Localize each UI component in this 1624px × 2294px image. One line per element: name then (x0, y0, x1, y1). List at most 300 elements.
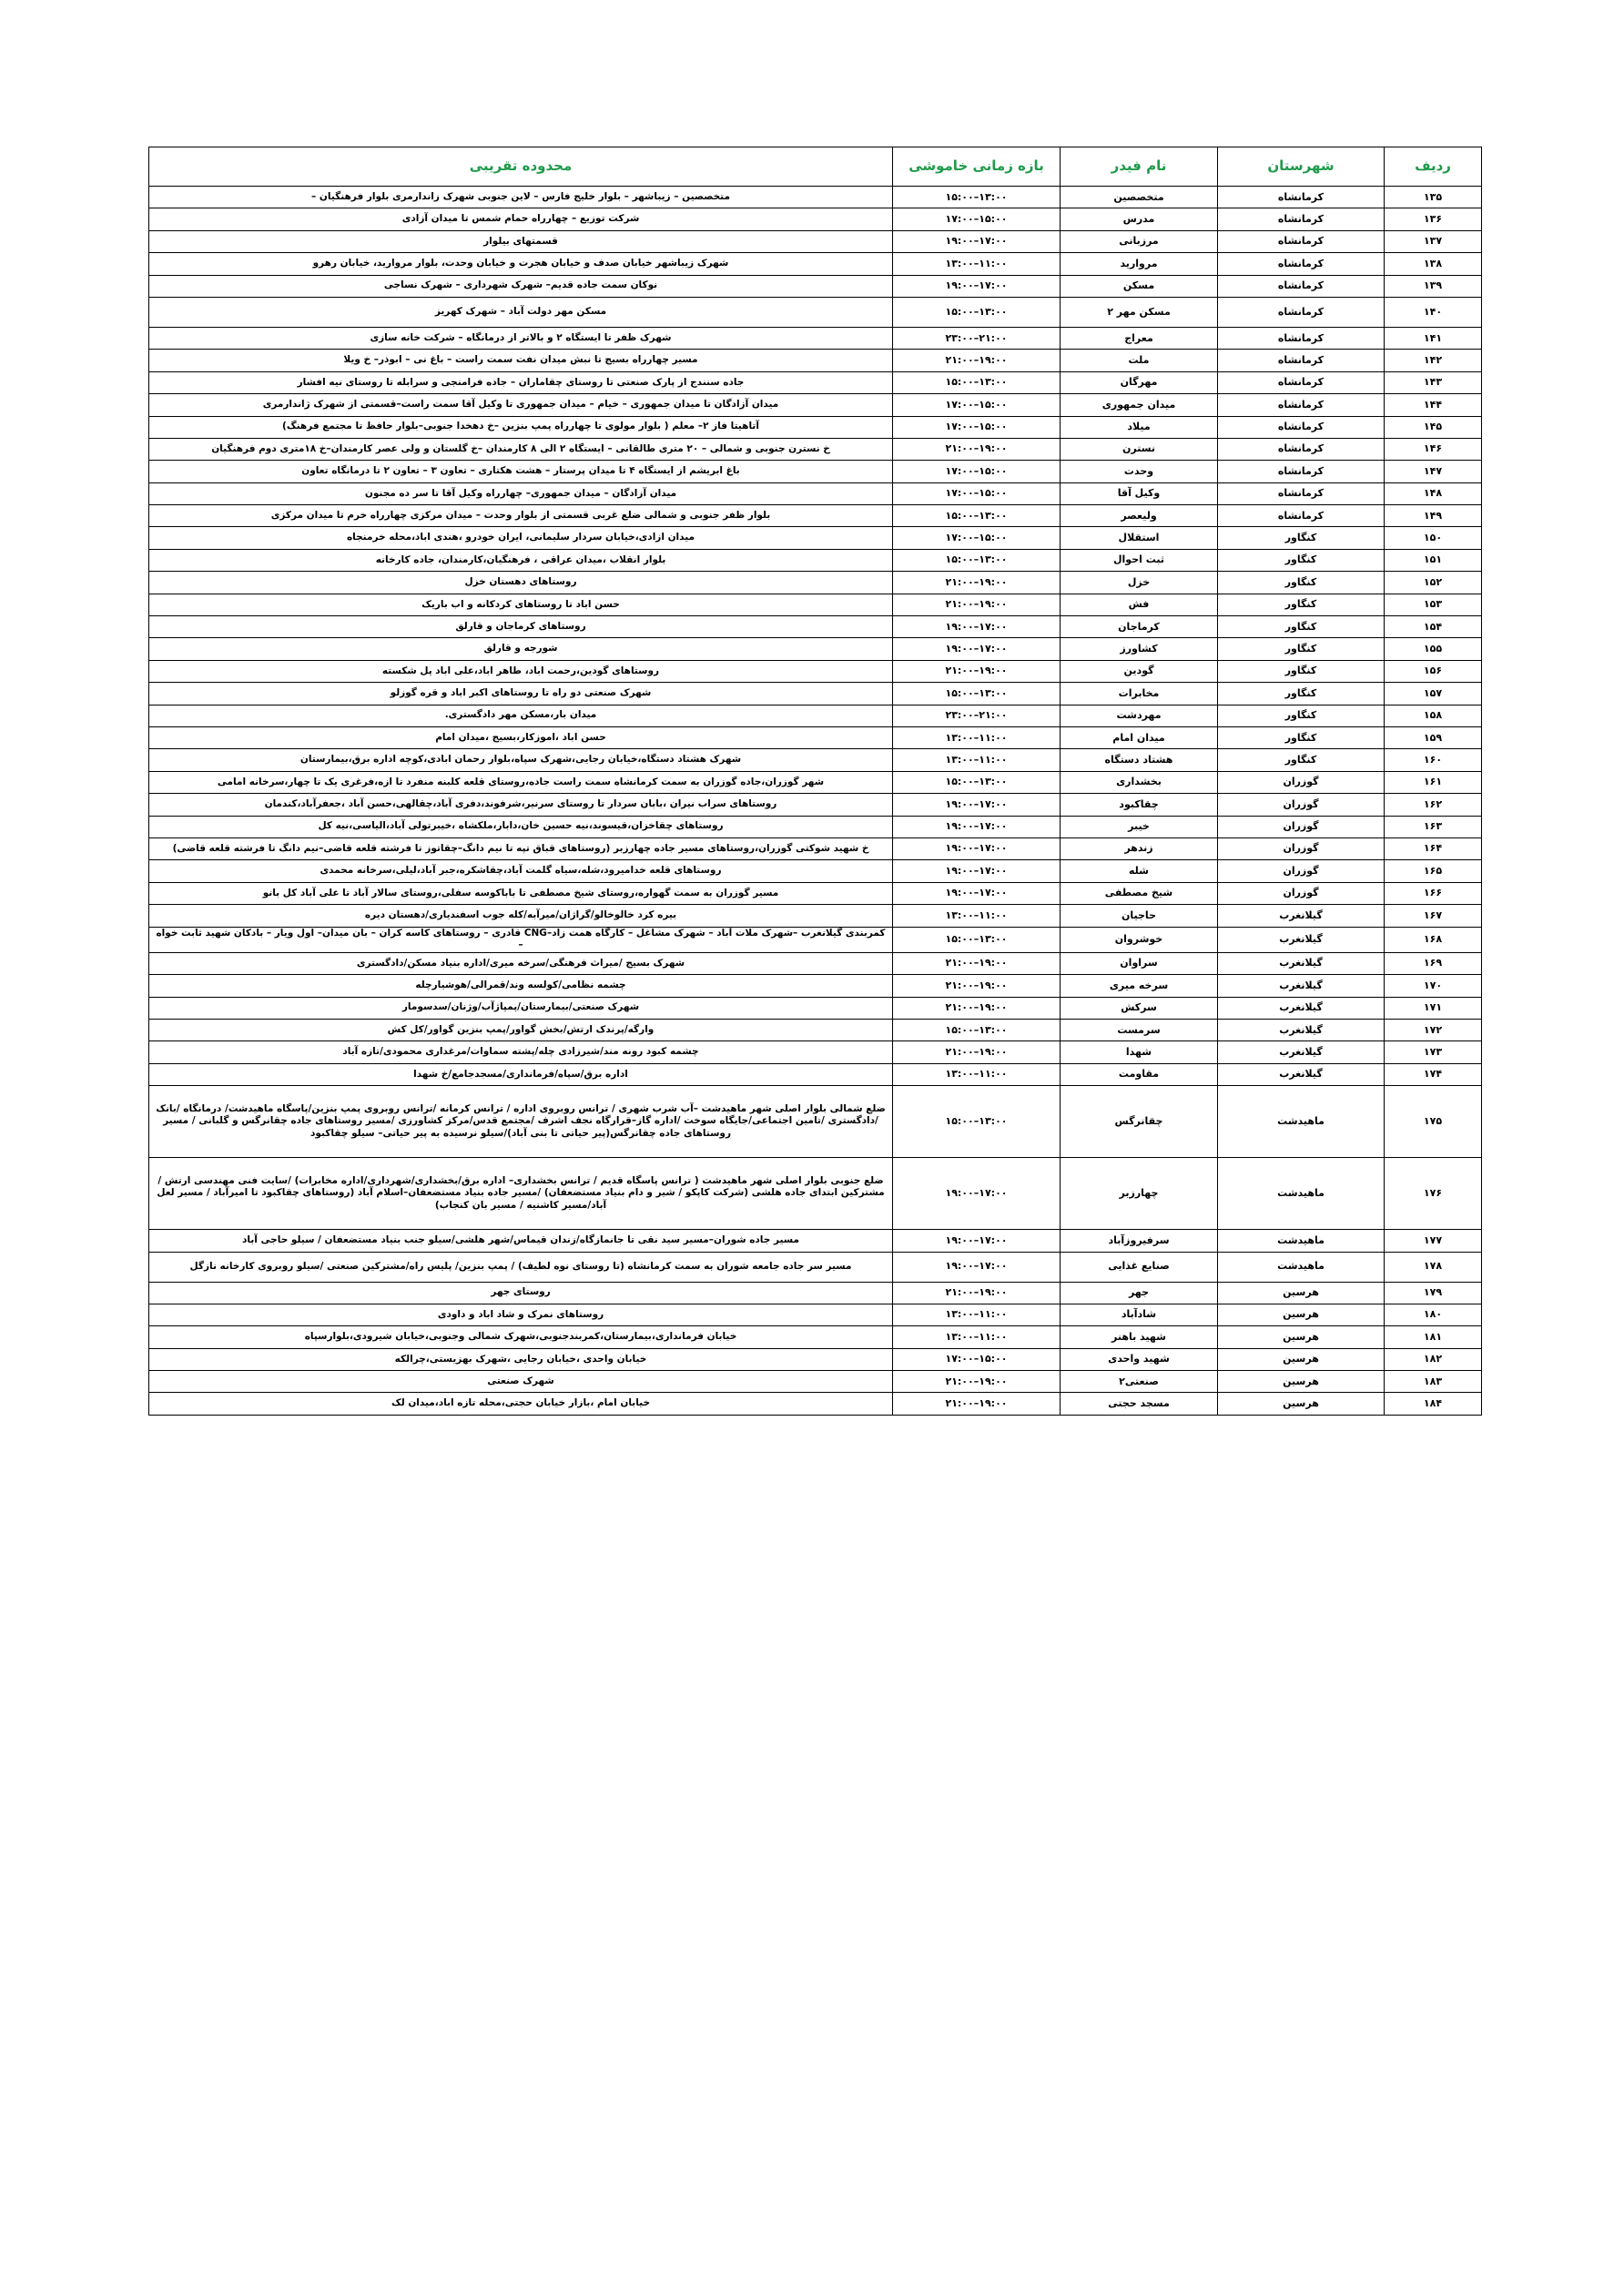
time-range-cell: ۱۷:۰۰–۱۹:۰۰ (893, 230, 1061, 252)
table-row (149, 461, 1482, 482)
area-cell: ضلع شمالی بلوار اصلی شهر ماهیدشت –آب شرب شهری / ترانس روبروی اداره / ترانس کرمانه /ترانس روبروی پمپ بنزین/پاسگاه ماهیدشت/ درمانگاه /بانک /دادگستری /تامین اجتماعی/جایگاه سوخت /اداره گاز–قرارگاه نجف اشرف /مجتمع قدس/مرکز کشاورزی /مسیر روستاهای جاده چقانرگس و گلبانی / مسیر روستاهای جاده چقانرگس(پیر حیاتی تا بنی آباد)/سیلو نرسیده به پیر حیاتی– سیلو چقاکبود (149, 1086, 893, 1158)
row-number-cell: ۱۷۲ (1385, 1019, 1482, 1040)
city-cell: کرمانشاه (1218, 327, 1385, 349)
time-range-cell: ۱۳:۰۰–۱۵:۰۰ (893, 1019, 1061, 1040)
row-number-cell: ۱۵۳ (1385, 594, 1482, 615)
table-row (149, 482, 1482, 504)
table-row (149, 1230, 1482, 1252)
row-number-cell: ۱۷۰ (1385, 975, 1482, 997)
row-number-cell: ۱۶۸ (1385, 927, 1482, 952)
area-cell: چشمه کبود رونه مند/شیرزادی چله/پشته سماوات/مرغداری محمودی/تازه آباد (149, 1041, 893, 1063)
table-row (149, 705, 1482, 726)
city-cell: گیلانغرب (1218, 905, 1385, 927)
row-number-cell: ۱۷۱ (1385, 997, 1482, 1019)
area-cell: چشمه نظامی/کولسه وند/قمرالی/هوشیارچله (149, 975, 893, 997)
area-cell: شهرک صنعتی/بیمارستان/پمپاژآب/وژنان/سدسومار (149, 997, 893, 1019)
area-cell: روستاهای قلعه خدامیرود،شله،سیاه گلمت آباد،چقاشکره،جبر آباد،لیلی،سرخانه محمدی (149, 860, 893, 882)
table-row (149, 952, 1482, 974)
table-row (149, 350, 1482, 371)
city-cell: گوزران (1218, 794, 1385, 816)
feeder-cell: شهید واحدی (1061, 1348, 1218, 1370)
time-range-cell: ۱۷:۰۰–۱۹:۰۰ (893, 794, 1061, 816)
row-number-cell: ۱۸۰ (1385, 1304, 1482, 1325)
feeder-cell: هشتاد دستگاه (1061, 749, 1218, 771)
time-range-cell: ۱۵:۰۰–۱۷:۰۰ (893, 527, 1061, 549)
time-range-cell: ۱۳:۰۰–۱۵:۰۰ (893, 505, 1061, 527)
area-cell: بلوار ظفر جنوبی و شمالی ضلع غربی قسمتی از بلوار وحدت – میدان مرکزی چهارراه خرم تا میدان مرکزی (149, 505, 893, 527)
table-row (149, 1371, 1482, 1393)
row-number-cell: ۱۵۱ (1385, 549, 1482, 571)
area-cell: ضلع جنوبی بلوار اصلی شهر ماهیدشت ( ترانس پاسگاه قدیم / ترانس بخشداری– اداره برق/بخشداری/شهرداری/اداره مخابرات) /سایت فنی مهندسی ارتش / مشترکین ابتدای جاده هلشی (شرکت کاپکو / شیر و دام بنیاد مستضعفان) /مسیر جاده بنیاد مستضعفان–اسلام آباد (روستاهای چقاکبود تا امیرآباد / مسیر لعل آباد/مسیر کاشنیه / مسیر بان کنجاب) (149, 1158, 893, 1230)
city-cell: ماهیدشت (1218, 1230, 1385, 1252)
area-cell: خیابان واحدی ،خیابان رجایی ،شهرک بهزیستی،چرالکه (149, 1348, 893, 1370)
table-row (149, 327, 1482, 349)
row-number-cell: ۱۴۹ (1385, 505, 1482, 527)
city-cell: کرمانشاه (1218, 297, 1385, 327)
city-cell: کرمانشاه (1218, 416, 1385, 438)
city-cell: کرمانشاه (1218, 505, 1385, 527)
feeder-cell: شهدا (1061, 1041, 1218, 1063)
row-number-cell: ۱۵۲ (1385, 572, 1482, 594)
table-row (149, 594, 1482, 615)
row-number-cell: ۱۷۸ (1385, 1252, 1482, 1282)
time-range-cell: ۱۷:۰۰–۱۹:۰۰ (893, 275, 1061, 297)
time-range-cell: ۱۵:۰۰–۱۷:۰۰ (893, 416, 1061, 438)
feeder-cell: مروارید (1061, 253, 1218, 275)
row-number-cell: ۱۶۹ (1385, 952, 1482, 974)
table-row (149, 837, 1482, 859)
city-cell: ماهیدشت (1218, 1086, 1385, 1158)
city-cell: کنگاور (1218, 616, 1385, 638)
row-number-cell: ۱۷۹ (1385, 1282, 1482, 1304)
city-cell: هرسین (1218, 1371, 1385, 1393)
city-cell: گوزران (1218, 816, 1385, 837)
row-number-cell: ۱۵۴ (1385, 616, 1482, 638)
row-number-cell: ۱۸۳ (1385, 1371, 1482, 1393)
city-cell: کرمانشاه (1218, 438, 1385, 460)
city-cell: هرسین (1218, 1282, 1385, 1304)
table-row (149, 749, 1482, 771)
table-row (149, 1158, 1482, 1230)
time-range-cell: ۱۷:۰۰–۱۹:۰۰ (893, 1158, 1061, 1230)
area-cell: شهرک صنعتی (149, 1371, 893, 1393)
table-row (149, 275, 1482, 297)
time-range-cell: ۱۹:۰۰–۲۱:۰۰ (893, 572, 1061, 594)
time-range-cell: ۲۱:۰۰–۲۳:۰۰ (893, 327, 1061, 349)
city-cell: کنگاور (1218, 683, 1385, 705)
area-cell: باغ ابریشم از ایستگاه ۴ تا میدان پرستار – هشت هکتاری – تعاون ۳ – تعاون ۲ تا درمانگاه تعاون (149, 461, 893, 482)
city-cell: کرمانشاه (1218, 187, 1385, 208)
row-number-cell: ۱۵۸ (1385, 705, 1482, 726)
city-cell: هرسین (1218, 1393, 1385, 1415)
feeder-cell: بخشداری (1061, 771, 1218, 793)
area-cell: میدان بار،مسکن مهر دادگستری. (149, 705, 893, 726)
feeder-cell: مقاومت (1061, 1063, 1218, 1085)
row-number-cell: ۱۶۶ (1385, 882, 1482, 904)
time-range-cell: ۱۹:۰۰–۲۱:۰۰ (893, 1282, 1061, 1304)
table-row (149, 1304, 1482, 1325)
area-cell: میدان آزادگان – میدان جمهوری– چهارراه وکیل آقا تا سر ده مجنون (149, 482, 893, 504)
table-row (149, 230, 1482, 252)
table-row (149, 1041, 1482, 1063)
row-number-cell: ۱۷۵ (1385, 1086, 1482, 1158)
table-row (149, 527, 1482, 549)
row-number-cell: ۱۴۵ (1385, 416, 1482, 438)
feeder-cell: فش (1061, 594, 1218, 615)
city-cell: ماهیدشت (1218, 1158, 1385, 1230)
area-cell: خ شهید شوکتی گوزران،روستاهای مسیر جاده چهارزبر (روستاهای قباق تپه تا نیم دانگ–چقاتوز تا فرشته قلعه قاضی–نیم دانگ تا فرشته قلعه قاضی) (149, 837, 893, 859)
area-cell: بلوار انقلاب ،میدان عراقی ، فرهنگیان،کارمندان، جاده کارخانه (149, 549, 893, 571)
time-range-cell: ۱۹:۰۰–۲۱:۰۰ (893, 1371, 1061, 1393)
city-cell: کرمانشاه (1218, 482, 1385, 504)
city-cell: کنگاور (1218, 549, 1385, 571)
time-range-cell: ۱۹:۰۰–۲۱:۰۰ (893, 438, 1061, 460)
area-cell: مسیر سر جاده جامعه شوران به سمت کرمانشاه (تا روستای نوه لطیف) / پمپ بنزین/ پلیس راه/مشترکین صنعتی /سیلو روبروی کارخانه نازگل (149, 1252, 893, 1282)
row-number-cell: ۱۴۶ (1385, 438, 1482, 460)
feeder-cell: کرماجان (1061, 616, 1218, 638)
table-row (149, 1086, 1482, 1158)
city-cell: کرمانشاه (1218, 275, 1385, 297)
time-range-cell: ۱۳:۰۰–۱۵:۰۰ (893, 771, 1061, 793)
city-cell: گوزران (1218, 771, 1385, 793)
table-row (149, 771, 1482, 793)
feeder-cell: گودین (1061, 660, 1218, 682)
feeder-cell: شیخ مصطفی (1061, 882, 1218, 904)
row-number-cell: ۱۴۷ (1385, 461, 1482, 482)
table-row (149, 882, 1482, 904)
feeder-cell: خیبر (1061, 816, 1218, 837)
row-number-cell: ۱۷۷ (1385, 1230, 1482, 1252)
time-range-cell: ۱۷:۰۰–۱۹:۰۰ (893, 616, 1061, 638)
city-cell: گیلانغرب (1218, 975, 1385, 997)
feeder-cell: مسجد حجتی (1061, 1393, 1218, 1415)
row-number-cell: ۱۵۵ (1385, 638, 1482, 660)
row-number-cell: ۱۳۷ (1385, 230, 1482, 252)
time-range-cell: ۱۵:۰۰–۱۷:۰۰ (893, 394, 1061, 416)
area-cell: روستاهای نمرک و شاد اباد و داودی (149, 1304, 893, 1325)
area-cell: خیابان امام ،بازار خیابان حجتی،محله تازه اباد،میدان لک (149, 1393, 893, 1415)
row-number-cell: ۱۷۶ (1385, 1158, 1482, 1230)
row-number-cell: ۱۵۶ (1385, 660, 1482, 682)
feeder-cell: خزل (1061, 572, 1218, 594)
feeder-cell: صنایع غذایی (1061, 1252, 1218, 1282)
row-number-cell: ۱۴۴ (1385, 394, 1482, 416)
city-cell: کنگاور (1218, 749, 1385, 771)
row-number-cell: ۱۷۳ (1385, 1041, 1482, 1063)
area-cell: شهرک زیباشهر خیابان صدف و خیابان هجرت و خیابان وحدت، بلوار مروارید، خیابان رهرو (149, 253, 893, 275)
area-cell: مسیر گوزران به سمت گهواره،روستای شیخ مصطفی تا باباکوسه سفلی،روستای سالار آباد تا علی آباد کل بانو (149, 882, 893, 904)
area-cell: روستاهای سراب نیران ،بابان سردار تا روستای سرنیر،شرفوند،دفری آباد،چقالهی،حسن آباد ،جعفرآباد،کندمان (149, 794, 893, 816)
row-number-cell: ۱۵۷ (1385, 683, 1482, 705)
table-row (149, 416, 1482, 438)
area-cell: قسمتهای بیلوار (149, 230, 893, 252)
city-cell: کرمانشاه (1218, 253, 1385, 275)
row-number-cell: ۱۵۹ (1385, 726, 1482, 748)
outage-schedule-table (148, 147, 1482, 1416)
time-range-cell: ۱۱:۰۰–۱۳:۰۰ (893, 1326, 1061, 1348)
feeder-cell: میدان جمهوری (1061, 394, 1218, 416)
row-number-cell: ۱۶۷ (1385, 905, 1482, 927)
area-cell: روستاهای دهستان خزل (149, 572, 893, 594)
city-cell: کنگاور (1218, 572, 1385, 594)
time-range-cell: ۱۷:۰۰–۱۹:۰۰ (893, 638, 1061, 660)
table-row (149, 505, 1482, 527)
area-cell: مسیر جاده شوران–مسیر سید نقی تا جانمازگاه/زندان قیماس/شهر هلشی/سیلو جنب بنیاد مستضعفان / سیلو حاجی آباد (149, 1230, 893, 1252)
feeder-cell: صنعتی۲ (1061, 1371, 1218, 1393)
feeder-cell: سرکش (1061, 997, 1218, 1019)
table-row (149, 438, 1482, 460)
feeder-cell: معراج (1061, 327, 1218, 349)
table-row (149, 253, 1482, 275)
feeder-cell: سرفیروزآباد (1061, 1230, 1218, 1252)
table-row (149, 572, 1482, 594)
header-area: محدوده تقریبی (149, 147, 893, 187)
time-range-cell: ۱۳:۰۰–۱۵:۰۰ (893, 297, 1061, 327)
area-cell: وارگه/پرندک ارتش/بخش گواور/پمپ بنزین گواور/کل کش (149, 1019, 893, 1040)
feeder-cell: میلاد (1061, 416, 1218, 438)
table-row (149, 297, 1482, 327)
feeder-cell: زندهر (1061, 837, 1218, 859)
time-range-cell: ۱۷:۰۰–۱۹:۰۰ (893, 837, 1061, 859)
area-cell: جاده سنندج از پارک صنعتی تا روستای چقاماران – جاده فرامنجی و سرابله تا روستای نیه افشار (149, 371, 893, 393)
time-range-cell: ۱۹:۰۰–۲۱:۰۰ (893, 1393, 1061, 1415)
time-range-cell: ۱۹:۰۰–۲۱:۰۰ (893, 594, 1061, 615)
header-radif: ردیف (1385, 147, 1482, 187)
time-range-cell: ۱۵:۰۰–۱۷:۰۰ (893, 208, 1061, 230)
feeder-cell: شله (1061, 860, 1218, 882)
city-cell: کنگاور (1218, 638, 1385, 660)
feeder-cell: چقاکبود (1061, 794, 1218, 816)
time-range-cell: ۱۹:۰۰–۲۱:۰۰ (893, 975, 1061, 997)
area-cell: نوکان سمت جاده قدیم– شهرک شهرداری – شهرک نساجی (149, 275, 893, 297)
city-cell: کرمانشاه (1218, 371, 1385, 393)
area-cell: میدان ازادی،خیابان سردار سلیمانی، ایران خودرو ،هندی اباد،محله خرمنجاه (149, 527, 893, 549)
time-range-cell: ۱۳:۰۰–۱۵:۰۰ (893, 187, 1061, 208)
time-range-cell: ۲۱:۰۰–۲۳:۰۰ (893, 705, 1061, 726)
time-range-cell: ۱۹:۰۰–۲۱:۰۰ (893, 660, 1061, 682)
area-cell: خیابان فرمانداری،بیمارستان،کمربندجنوبی،شهرک شمالی وجنوبی،خیابان شیرودی،بلوارسپاه (149, 1326, 893, 1348)
row-number-cell: ۱۶۲ (1385, 794, 1482, 816)
table-row (149, 660, 1482, 682)
city-cell: کنگاور (1218, 594, 1385, 615)
area-cell: حسن اباد ،اموزکار،بسیج ،میدان امام (149, 726, 893, 748)
time-range-cell: ۱۹:۰۰–۲۱:۰۰ (893, 1041, 1061, 1063)
table-row (149, 816, 1482, 837)
area-cell: حسن اباد تا روستاهای کردکانه و اب باریک (149, 594, 893, 615)
city-cell: گوزران (1218, 837, 1385, 859)
feeder-cell: کشاورز (1061, 638, 1218, 660)
feeder-cell: مسکن مهر ۲ (1061, 297, 1218, 327)
feeder-cell: مهرگان (1061, 371, 1218, 393)
header-row (149, 147, 1482, 187)
row-number-cell: ۱۳۵ (1385, 187, 1482, 208)
table-row (149, 1063, 1482, 1085)
feeder-cell: ثبت احوال (1061, 549, 1218, 571)
row-number-cell: ۱۶۵ (1385, 860, 1482, 882)
row-number-cell: ۱۸۲ (1385, 1348, 1482, 1370)
time-range-cell: ۱۳:۰۰–۱۵:۰۰ (893, 549, 1061, 571)
city-cell: گوزران (1218, 860, 1385, 882)
table-row (149, 860, 1482, 882)
table-row (149, 1282, 1482, 1304)
row-number-cell: ۱۶۱ (1385, 771, 1482, 793)
city-cell: گوزران (1218, 882, 1385, 904)
feeder-cell: مخابرات (1061, 683, 1218, 705)
city-cell: کرمانشاه (1218, 230, 1385, 252)
feeder-cell: شهید باهنر (1061, 1326, 1218, 1348)
table-row (149, 1019, 1482, 1040)
area-cell: مسکن مهر دولت آباد – شهرک کهریز (149, 297, 893, 327)
area-cell: شهرک ظفر تا ایستگاه ۲ و بالاتر از درمانگاه – شرکت خانه سازی (149, 327, 893, 349)
row-number-cell: ۱۳۹ (1385, 275, 1482, 297)
time-range-cell: ۱۱:۰۰–۱۳:۰۰ (893, 726, 1061, 748)
time-range-cell: ۱۷:۰۰–۱۹:۰۰ (893, 1252, 1061, 1282)
feeder-cell: سرخه میری (1061, 975, 1218, 997)
city-cell: هرسین (1218, 1348, 1385, 1370)
city-cell: کرمانشاه (1218, 350, 1385, 371)
city-cell: کرمانشاه (1218, 394, 1385, 416)
feeder-cell: استقلال (1061, 527, 1218, 549)
row-number-cell: ۱۴۸ (1385, 482, 1482, 504)
table-row (149, 394, 1482, 416)
city-cell: گیلانغرب (1218, 1063, 1385, 1085)
table-row (149, 794, 1482, 816)
feeder-cell: سرمست (1061, 1019, 1218, 1040)
time-range-cell: ۱۱:۰۰–۱۳:۰۰ (893, 749, 1061, 771)
city-cell: گیلانغرب (1218, 1041, 1385, 1063)
feeder-cell: حاجیان (1061, 905, 1218, 927)
table-row (149, 638, 1482, 660)
city-cell: ماهیدشت (1218, 1252, 1385, 1282)
time-range-cell: ۱۱:۰۰–۱۳:۰۰ (893, 253, 1061, 275)
table-row (149, 905, 1482, 927)
city-cell: هرسین (1218, 1326, 1385, 1348)
feeder-cell: مهردشت (1061, 705, 1218, 726)
area-cell: شورجه و قارلق (149, 638, 893, 660)
time-range-cell: ۱۳:۰۰–۱۵:۰۰ (893, 927, 1061, 952)
row-number-cell: ۱۴۲ (1385, 350, 1482, 371)
row-number-cell: ۱۳۶ (1385, 208, 1482, 230)
feeder-cell: شادآباد (1061, 1304, 1218, 1325)
feeder-cell: متخصصین (1061, 187, 1218, 208)
header-time: بازه زمانی خاموشی (893, 147, 1061, 187)
feeder-cell: میدان امام (1061, 726, 1218, 748)
row-number-cell: ۱۶۰ (1385, 749, 1482, 771)
area-cell: میدان آزادگان تا میدان جمهوری – خیام – میدان جمهوری تا وکیل آقا سمت راست–قسمتی از شهرک ژاندارمری (149, 394, 893, 416)
table-row (149, 683, 1482, 705)
row-number-cell: ۱۵۰ (1385, 527, 1482, 549)
table-row (149, 187, 1482, 208)
table-row (149, 726, 1482, 748)
area-cell: مسیر چهارراه بسیج تا نبش میدان نفت سمت راست – باغ نی – ابوذر– خ ویلا (149, 350, 893, 371)
time-range-cell: ۱۹:۰۰–۲۱:۰۰ (893, 952, 1061, 974)
table-row (149, 371, 1482, 393)
table-row (149, 1326, 1482, 1348)
area-cell: آتاهیتا فاز ۲– معلم ( بلوار مولوی تا چهارراه پمپ بنزین –خ دهخدا جنوبی–بلوار حافظ تا مجتمع فرهنگ) (149, 416, 893, 438)
feeder-cell: چقانرگس (1061, 1086, 1218, 1158)
time-range-cell: ۱۱:۰۰–۱۳:۰۰ (893, 1304, 1061, 1325)
table-row (149, 1393, 1482, 1415)
feeder-cell: مسکن (1061, 275, 1218, 297)
table-body (149, 187, 1482, 1416)
time-range-cell: ۱۳:۰۰–۱۵:۰۰ (893, 371, 1061, 393)
area-cell: شهرک صنعتی دو راه تا روستاهای اکبر اباد و قره گوزلو (149, 683, 893, 705)
city-cell: گیلانغرب (1218, 952, 1385, 974)
area-cell: شرکت توزیع – چهارراه حمام شمس تا میدان آزادی (149, 208, 893, 230)
feeder-cell: مرزبانی (1061, 230, 1218, 252)
row-number-cell: ۱۴۰ (1385, 297, 1482, 327)
table-row (149, 1252, 1482, 1282)
feeder-cell: جهر (1061, 1282, 1218, 1304)
city-cell: هرسین (1218, 1304, 1385, 1325)
row-number-cell: ۱۶۳ (1385, 816, 1482, 837)
row-number-cell: ۱۴۱ (1385, 327, 1482, 349)
feeder-cell: وحدت (1061, 461, 1218, 482)
time-range-cell: ۱۵:۰۰–۱۷:۰۰ (893, 482, 1061, 504)
city-cell: کرمانشاه (1218, 208, 1385, 230)
row-number-cell: ۱۶۴ (1385, 837, 1482, 859)
city-cell: کنگاور (1218, 527, 1385, 549)
feeder-cell: وکیل آقا (1061, 482, 1218, 504)
feeder-cell: ملت (1061, 350, 1218, 371)
table-row (149, 616, 1482, 638)
time-range-cell: ۱۹:۰۰–۲۱:۰۰ (893, 350, 1061, 371)
area-cell: روستاهای گودین،رحمت اباد، طاهر اباد،علی اباد پل شکسته (149, 660, 893, 682)
table-row (149, 975, 1482, 997)
row-number-cell: ۱۳۸ (1385, 253, 1482, 275)
feeder-cell: سراوان (1061, 952, 1218, 974)
time-range-cell: ۱۱:۰۰–۱۳:۰۰ (893, 1063, 1061, 1085)
time-range-cell: ۱۵:۰۰–۱۷:۰۰ (893, 1348, 1061, 1370)
city-cell: گیلانغرب (1218, 927, 1385, 952)
area-cell: خ نسترن جنوبی و شمالی – ۲۰ متری طالقانی – ایستگاه ۲ الی ۸ کارمندان –خ گلستان و ولی عصر کارمندان–خ ۱۸متری دوم فرهنگیان (149, 438, 893, 460)
area-cell: شهر گوزران،جاده گوزران به سمت کرمانشاه سمت راست جاده،روستای قلعه کلبنه منفرد تا ازه،فرغری یک تا چهار،سرخانه امامی (149, 771, 893, 793)
city-cell: کنگاور (1218, 726, 1385, 748)
city-cell: گیلانغرب (1218, 997, 1385, 1019)
area-cell: کمربندی گیلانغرب –شهرک ملات آباد – شهرک مشاغل – کارگاه همت زاد–CNG قادری – روستاهای کاسه کران – بان میدان– اول ویار – بادکان شهید ثابت خواه – (149, 927, 893, 952)
table-row (149, 997, 1482, 1019)
area-cell: روستاهای چقاخزان،قیسوند،نیه حسین خان،دابار،ملکشاه ،خیبرتولی آباد،الیاسی،نیه کل (149, 816, 893, 837)
table-row (149, 1348, 1482, 1370)
table-row (149, 927, 1482, 952)
city-cell: کنگاور (1218, 705, 1385, 726)
area-cell: روستاهای کرماجان و قارلق (149, 616, 893, 638)
time-range-cell: ۱۳:۰۰–۱۵:۰۰ (893, 1086, 1061, 1158)
feeder-cell: نسترن (1061, 438, 1218, 460)
area-cell: شهرک هشتاد دستگاه،خیابان رجایی،شهرک سپاه،بلوار رحمان ابادی،کوچه اداره برق،بیمارستان (149, 749, 893, 771)
row-number-cell: ۱۸۴ (1385, 1393, 1482, 1415)
city-cell: کنگاور (1218, 660, 1385, 682)
feeder-cell: چهارزبر (1061, 1158, 1218, 1230)
time-range-cell: ۱۷:۰۰–۱۹:۰۰ (893, 860, 1061, 882)
table-row (149, 549, 1482, 571)
area-cell: متخصصین – زیباشهر – بلوار خلیج فارس – لاین جنوبی شهرک زاندارمری بلوار فرهنگیان – (149, 187, 893, 208)
time-range-cell: ۱۵:۰۰–۱۷:۰۰ (893, 461, 1061, 482)
header-city: شهرستان (1218, 147, 1385, 187)
table-row (149, 208, 1482, 230)
area-cell: شهرک بسیج /میراث فرهنگی/سرخه میری/اداره بنیاد مسکن/دادگستری (149, 952, 893, 974)
time-range-cell: ۱۷:۰۰–۱۹:۰۰ (893, 882, 1061, 904)
row-number-cell: ۱۷۴ (1385, 1063, 1482, 1085)
time-range-cell: ۱۷:۰۰–۱۹:۰۰ (893, 1230, 1061, 1252)
row-number-cell: ۱۸۱ (1385, 1326, 1482, 1348)
time-range-cell: ۱۳:۰۰–۱۵:۰۰ (893, 683, 1061, 705)
feeder-cell: ولیعصر (1061, 505, 1218, 527)
header-feeder: نام فیدر (1061, 147, 1218, 187)
feeder-cell: خوشروان (1061, 927, 1218, 952)
city-cell: کرمانشاه (1218, 461, 1385, 482)
feeder-cell: مدرس (1061, 208, 1218, 230)
